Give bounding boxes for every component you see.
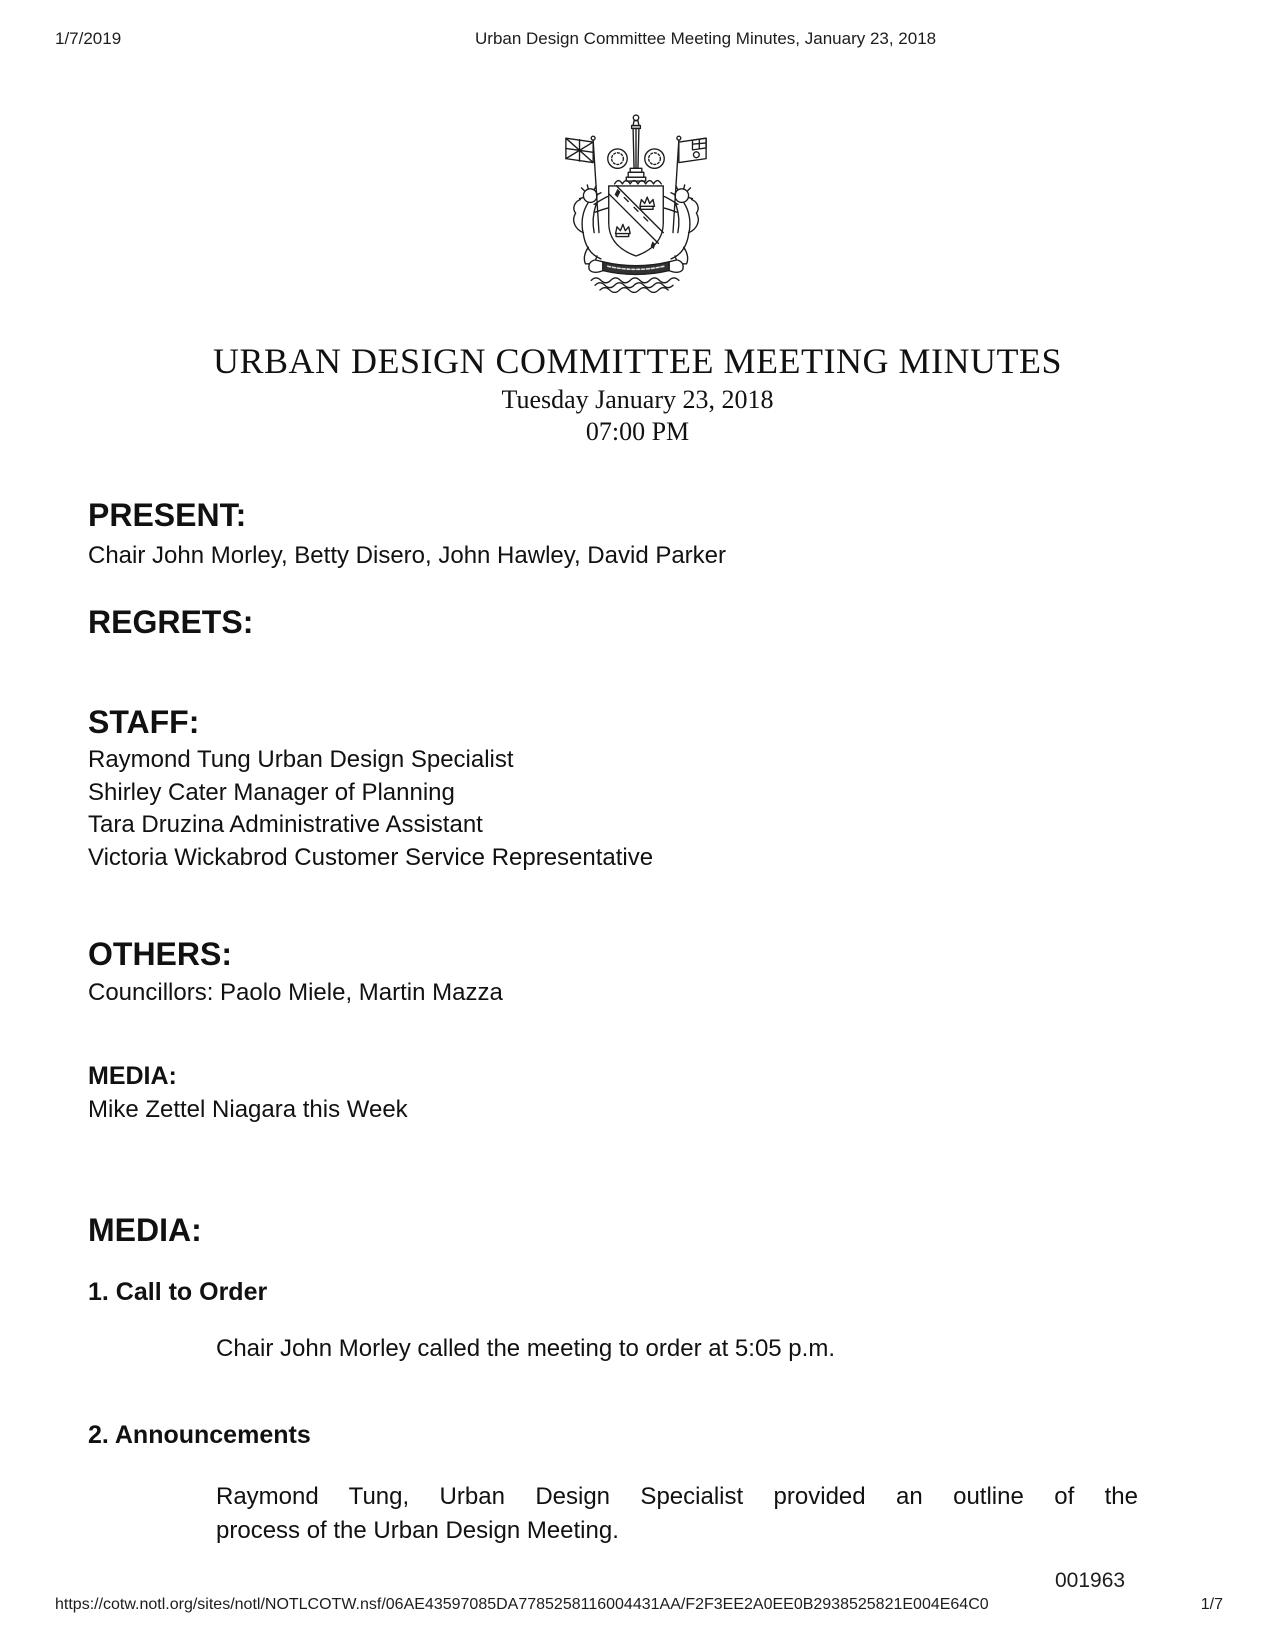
print-footer-url: https://cotw.notl.org/sites/notl/NOTLCOTW.nsf/06AE43597085DA7785258116004431AA/F2F3EE2A0EE0B2938525821E004E64C0 — [55, 1596, 989, 1613]
media-subheading: MEDIA: — [88, 1062, 177, 1090]
document-number: 001963 — [1055, 1569, 1126, 1592]
document-time: 07:00 PM — [585, 417, 690, 446]
paragraph-line: process of the Urban Design Meeting. — [216, 1516, 619, 1544]
regrets-heading: REGRETS: — [88, 604, 254, 640]
staff-list — [88, 744, 653, 874]
agenda-item1-heading: 1. Call to Order — [88, 1278, 268, 1306]
agenda-item2-heading: 2. Announcements — [88, 1421, 311, 1449]
document-date: Tuesday January 23, 2018 — [501, 385, 774, 414]
print-footer-page-indicator: 1/7 — [1200, 1596, 1223, 1613]
coat-of-arms — [558, 108, 714, 293]
others-names: Councillors: Paolo Miele, Martin Mazza — [88, 979, 503, 1006]
staff-member: Victoria Wickabrod Customer Service Representative — [88, 843, 654, 871]
coat-of-arms-icon — [558, 108, 714, 293]
others-heading: OTHERS: — [88, 936, 232, 972]
present-heading: PRESENT: — [88, 497, 247, 533]
staff-heading: STAFF: — [88, 704, 200, 740]
print-header-date: 1/7/2019 — [55, 29, 122, 48]
agenda-item1-body: Chair John Morley called the meeting to order at 5:05 p.m. — [216, 1335, 835, 1362]
agenda-item2-body — [216, 1480, 1138, 1547]
media-main-heading: MEDIA: — [88, 1212, 202, 1248]
staff-member: Raymond Tung Urban Design Specialist — [88, 746, 514, 773]
staff-member: Tara Druzina Administrative Assistant — [88, 811, 483, 838]
present-names: Chair John Morley, Betty Disero, John Hawley, David Parker — [88, 542, 727, 569]
print-header-title: Urban Design Committee Meeting Minutes, January 23, 2018 — [475, 29, 937, 48]
paragraph-line: Raymond Tung, Urban Design Specialist provided an outline of the — [216, 1483, 1138, 1510]
media-names: Mike Zettel Niagara this Week — [88, 1096, 408, 1123]
document-title: URBAN DESIGN COMMITTEE MEETING MINUTES — [213, 341, 1062, 381]
staff-member: Shirley Cater Manager of Planning — [88, 778, 455, 806]
